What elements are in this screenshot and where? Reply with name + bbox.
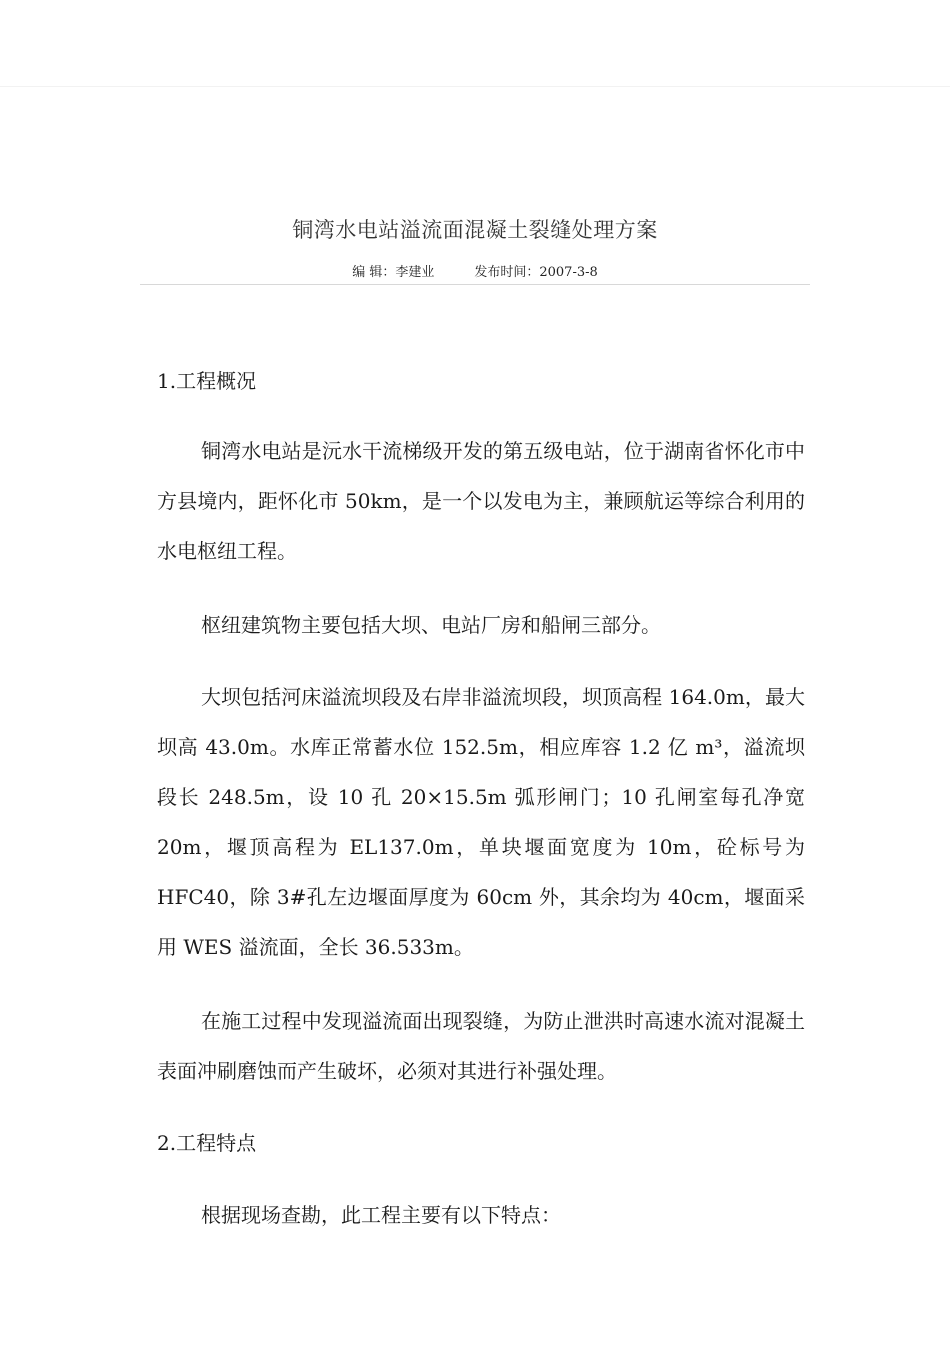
editor-label: 编 辑：李建业 <box>352 265 435 280</box>
article-meta <box>0 261 950 280</box>
paragraph: 枢纽建筑物主要包括大坝、电站厂房和船闸三部分。 <box>201 613 661 637</box>
section-heading-features: 2.工程特点 <box>157 1131 257 1155</box>
article-title: 铜湾水电站溢流面混凝土裂缝处理方案 <box>292 218 658 242</box>
top-divider <box>0 86 950 87</box>
section-heading-overview: 1.工程概况 <box>157 369 257 393</box>
paragraph: 根据现场查勘，此工程主要有以下特点： <box>201 1203 561 1227</box>
paragraph: 大坝包括河床溢流坝段及右岸非溢流坝段，坝顶高程 164.0m，最大坝高 43.0m。水库正常蓄水位 152.5m，相应库容 1.2 亿 m³，溢流坝段长 248.5m，设 10 孔 20×15.5m 弧形闸门；10 孔闸室每孔净宽 20m，堰顶高程为 EL137.0m，单块堰面宽度为 10m，砼标号为 HFC40，除 3#孔左边堰面厚度为 60cm 外，其余均为 40cm，堰面采用 WES 溢流面，全长 36.533m。 <box>157 685 805 959</box>
publish-date: 发布时间：2007-3-8 <box>474 265 598 280</box>
paragraph: 铜湾水电站是沅水干流梯级开发的第五级电站，位于湖南省怀化市中方县境内，距怀化市 50km，是一个以发电为主，兼顾航运等综合利用的水电枢纽工程。 <box>157 439 805 563</box>
meta-divider <box>140 284 810 285</box>
paragraph: 在施工过程中发现溢流面出现裂缝，为防止泄洪时高速水流对混凝土表面冲刷磨蚀而产生破坏，必须对其进行补强处理。 <box>157 1009 805 1083</box>
